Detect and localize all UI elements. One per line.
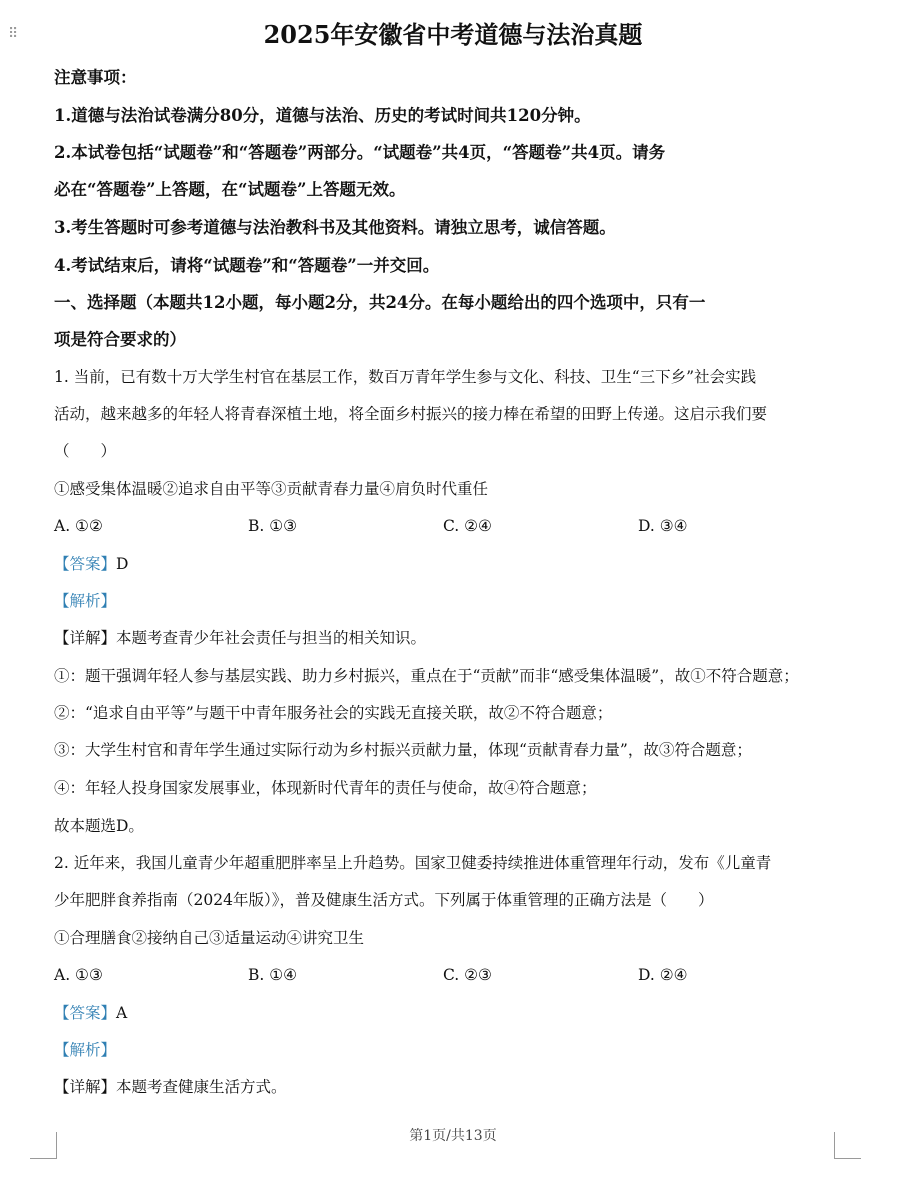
q1-statements: ①感受集体温暖②追求自由平等③贡献青春力量④肩负时代重任: [54, 480, 489, 498]
note-item-2-cont: 必在“答题卷”上答题，在“试题卷”上答题无效。: [54, 180, 406, 199]
note-item-4: 4.考试结束后，请将“试题卷”和“答题卷”一并交回。: [54, 256, 440, 275]
q1-detail: [54, 626, 844, 650]
q1-stem-line-1: 1. 当前，已有数十万大学生村官在基层工作，数百万青年学生参与文化、科技、卫生“三下乡”社会实践: [54, 368, 757, 386]
page-title: 2025年安徽省中考道德与法治真题: [263, 20, 643, 49]
q1-explanation-1: ①：题干强调年轻人参与基层实践、助力乡村振兴，重点在于“贡献”而非“感受集体温暖”，故①不符合题意；: [54, 667, 799, 685]
detail-text: 本题考查健康生活方式。: [116, 1078, 287, 1096]
page-number: 第1页/共13页: [409, 1128, 497, 1144]
q2-option-c: C. ②③: [443, 966, 492, 984]
q1-answer: [54, 552, 844, 576]
q1-stem-blank: （ ）: [54, 442, 117, 460]
note-item-1: 1.道德与法治试卷满分80分，道德与法治、历史的考试时间共120分钟。: [54, 106, 591, 125]
note-item-3: 3.考生答题时可参考道德与法治教科书及其他资料。请独立思考，诚信答题。: [54, 218, 616, 237]
notes-heading: 注意事项：: [54, 68, 137, 87]
q1-option-a: A. ①②: [54, 517, 103, 535]
detail-text: 本题考查青少年社会责任与担当的相关知识。: [116, 629, 427, 647]
detail-tag: 【详解】: [54, 1078, 117, 1096]
q1-option-b: B. ①③: [248, 517, 298, 535]
answer-value: D: [116, 555, 129, 573]
q1-stem-line-2: 活动，越来越多的年轻人将青春深植土地，将全面乡村振兴的接力棒在希望的田野上传递。这启示我们要: [54, 405, 768, 423]
answer-tag: 【答案】: [54, 555, 117, 573]
q2-option-d: D. ②④: [638, 966, 688, 984]
q1-conclusion: 故本题选D。: [54, 817, 144, 835]
q2-answer: [54, 1001, 844, 1025]
q1-explanation-2: ②：“追求自由平等”与题干中青年服务社会的实践无直接关联，故②不符合题意；: [54, 704, 613, 722]
drag-handle-icon[interactable]: ⠿: [8, 26, 20, 42]
q2-analysis-tag: 【解析】: [54, 1041, 117, 1059]
section-heading-cont: 项是符合要求的）: [54, 330, 186, 349]
answer-tag: 【答案】: [54, 1004, 117, 1022]
q2-option-b: B. ①④: [248, 966, 298, 984]
q1-explanation-4: ④：年轻人投身国家发展事业，体现新时代青年的责任与使命，故④符合题意；: [54, 779, 597, 797]
q2-stem-line-1: 2. 近年来，我国儿童青少年超重肥胖率呈上升趋势。国家卫健委持续推进体重管理年行动，发布《儿童青: [54, 854, 772, 872]
answer-value: A: [116, 1004, 128, 1022]
detail-tag: 【详解】: [54, 629, 117, 647]
q2-statements: ①合理膳食②接纳自己③适量运动④讲究卫生: [54, 929, 365, 947]
section-heading: 一、选择题（本题共12小题，每小题2分，共24分。在每小题给出的四个选项中，只有一: [54, 293, 706, 312]
q2-detail: [54, 1075, 844, 1099]
note-item-2: 2.本试卷包括“试题卷”和“答题卷”两部分。“试题卷”共4页，“答题卷”共4页。请务: [54, 143, 666, 162]
q1-option-d: D. ③④: [638, 517, 688, 535]
q1-analysis-tag: 【解析】: [54, 592, 117, 610]
q2-stem-line-2: 少年肥胖食养指南（2024年版）》，普及健康生活方式。下列属于体重管理的正确方法是（ ）: [54, 891, 714, 909]
q1-explanation-3: ③：大学生村官和青年学生通过实际行动为乡村振兴贡献力量，体现“贡献青春力量”，故③符合题意；: [54, 741, 752, 759]
q1-option-c: C. ②④: [443, 517, 492, 535]
q2-option-a: A. ①③: [54, 966, 103, 984]
